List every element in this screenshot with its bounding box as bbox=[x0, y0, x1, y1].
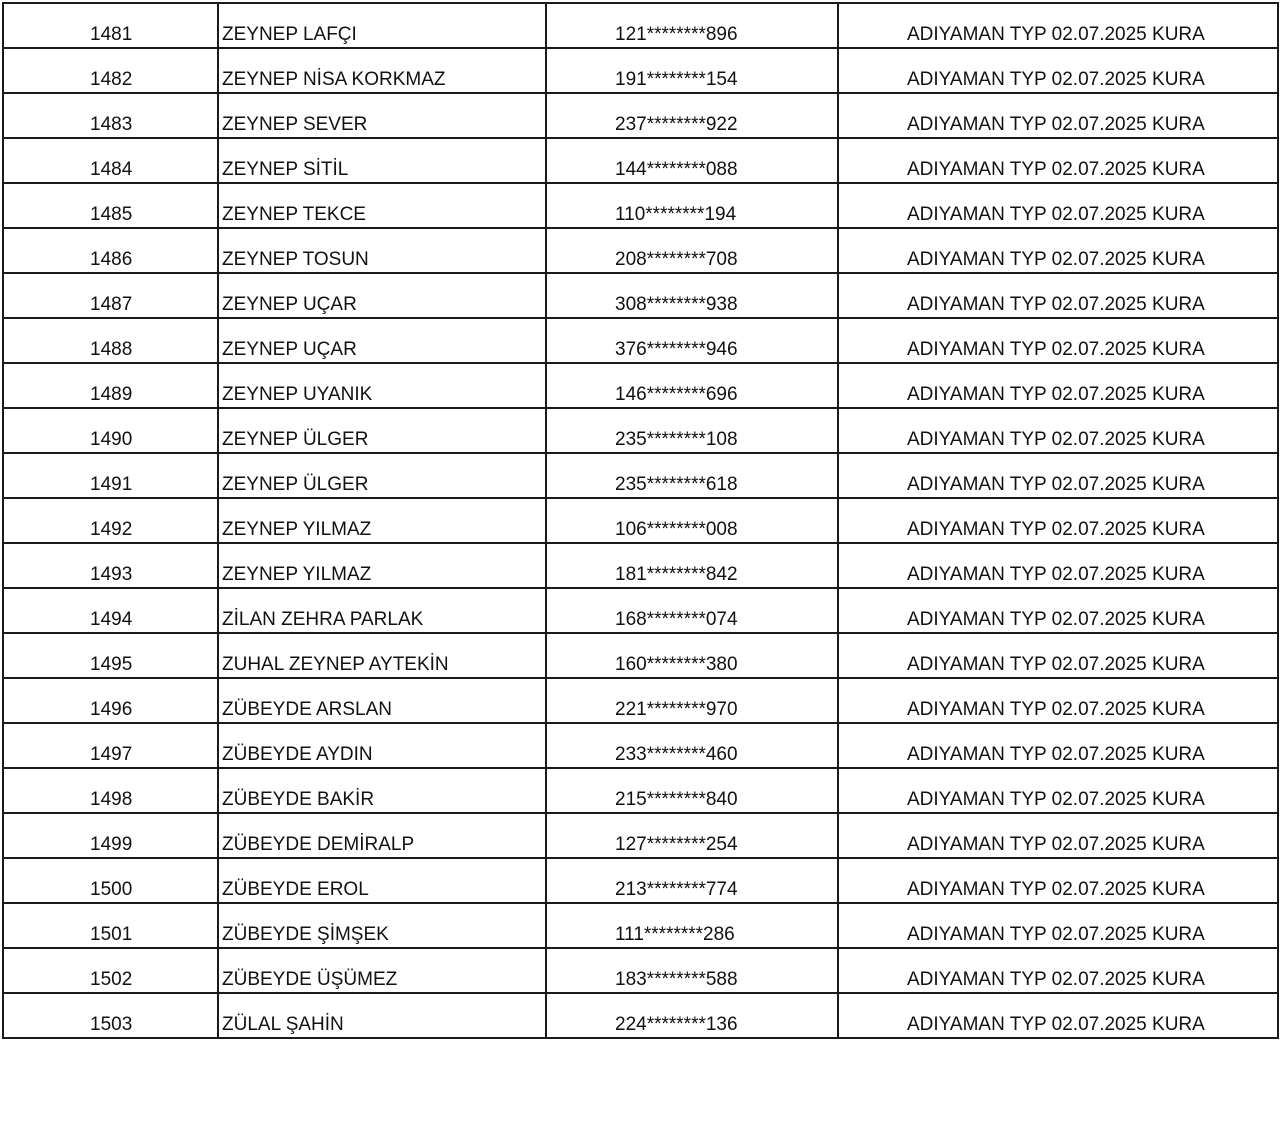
description-cell: ADIYAMAN TYP 02.07.2025 KURA bbox=[838, 903, 1278, 948]
table-row bbox=[3, 453, 1278, 498]
masked-id-cell: 215********840 bbox=[546, 768, 838, 813]
row-number-cell: 1483 bbox=[3, 93, 218, 138]
full-name-cell: ZÜBEYDE AYDIN bbox=[218, 723, 546, 768]
row-number-cell: 1495 bbox=[3, 633, 218, 678]
table-row bbox=[3, 993, 1278, 1038]
full-name-cell: ZEYNEP TOSUN bbox=[218, 228, 546, 273]
row-number-cell: 1497 bbox=[3, 723, 218, 768]
table-row bbox=[3, 543, 1278, 588]
row-number-cell: 1498 bbox=[3, 768, 218, 813]
full-name-cell: ZEYNEP YILMAZ bbox=[218, 543, 546, 588]
full-name-cell: ZEYNEP TEKCE bbox=[218, 183, 546, 228]
description-cell: ADIYAMAN TYP 02.07.2025 KURA bbox=[838, 813, 1278, 858]
full-name-cell: ZEYNEP SİTİL bbox=[218, 138, 546, 183]
table-row bbox=[3, 768, 1278, 813]
masked-id-cell: 146********696 bbox=[546, 363, 838, 408]
full-name-cell: ZEYNEP ÜLGER bbox=[218, 408, 546, 453]
description-cell: ADIYAMAN TYP 02.07.2025 KURA bbox=[838, 678, 1278, 723]
masked-id-cell: 235********618 bbox=[546, 453, 838, 498]
full-name-cell: ZÜBEYDE ÜŞÜMEZ bbox=[218, 948, 546, 993]
full-name-cell: ZEYNEP YILMAZ bbox=[218, 498, 546, 543]
row-number-cell: 1485 bbox=[3, 183, 218, 228]
row-number-cell: 1502 bbox=[3, 948, 218, 993]
full-name-cell: ZEYNEP UÇAR bbox=[218, 273, 546, 318]
table-row bbox=[3, 3, 1278, 48]
full-name-cell: ZUHAL ZEYNEP AYTEKİN bbox=[218, 633, 546, 678]
masked-id-cell: 308********938 bbox=[546, 273, 838, 318]
full-name-cell: ZEYNEP UYANIK bbox=[218, 363, 546, 408]
description-cell: ADIYAMAN TYP 02.07.2025 KURA bbox=[838, 183, 1278, 228]
masked-id-cell: 127********254 bbox=[546, 813, 838, 858]
full-name-cell: ZEYNEP NİSA KORKMAZ bbox=[218, 48, 546, 93]
lottery-results-table bbox=[2, 2, 1279, 1039]
row-number-cell: 1490 bbox=[3, 408, 218, 453]
row-number-cell: 1489 bbox=[3, 363, 218, 408]
masked-id-cell: 191********154 bbox=[546, 48, 838, 93]
table-row bbox=[3, 633, 1278, 678]
row-number-cell: 1494 bbox=[3, 588, 218, 633]
masked-id-cell: 106********008 bbox=[546, 498, 838, 543]
description-cell: ADIYAMAN TYP 02.07.2025 KURA bbox=[838, 138, 1278, 183]
table-row bbox=[3, 48, 1278, 93]
masked-id-cell: 110********194 bbox=[546, 183, 838, 228]
masked-id-cell: 213********774 bbox=[546, 858, 838, 903]
row-number-cell: 1492 bbox=[3, 498, 218, 543]
table-row bbox=[3, 408, 1278, 453]
description-cell: ADIYAMAN TYP 02.07.2025 KURA bbox=[838, 453, 1278, 498]
row-number-cell: 1491 bbox=[3, 453, 218, 498]
table-body bbox=[3, 3, 1278, 1038]
table-row bbox=[3, 498, 1278, 543]
row-number-cell: 1500 bbox=[3, 858, 218, 903]
masked-id-cell: 233********460 bbox=[546, 723, 838, 768]
full-name-cell: ZÜBEYDE DEMİRALP bbox=[218, 813, 546, 858]
description-cell: ADIYAMAN TYP 02.07.2025 KURA bbox=[838, 543, 1278, 588]
masked-id-cell: 181********842 bbox=[546, 543, 838, 588]
table-row bbox=[3, 183, 1278, 228]
table-row bbox=[3, 318, 1278, 363]
row-number-cell: 1488 bbox=[3, 318, 218, 363]
row-number-cell: 1481 bbox=[3, 3, 218, 48]
table-row bbox=[3, 948, 1278, 993]
masked-id-cell: 376********946 bbox=[546, 318, 838, 363]
description-cell: ADIYAMAN TYP 02.07.2025 KURA bbox=[838, 408, 1278, 453]
description-cell: ADIYAMAN TYP 02.07.2025 KURA bbox=[838, 948, 1278, 993]
full-name-cell: ZEYNEP LAFÇI bbox=[218, 3, 546, 48]
table-row bbox=[3, 723, 1278, 768]
row-number-cell: 1503 bbox=[3, 993, 218, 1038]
masked-id-cell: 224********136 bbox=[546, 993, 838, 1038]
table-row bbox=[3, 858, 1278, 903]
description-cell: ADIYAMAN TYP 02.07.2025 KURA bbox=[838, 498, 1278, 543]
table-row bbox=[3, 903, 1278, 948]
description-cell: ADIYAMAN TYP 02.07.2025 KURA bbox=[838, 588, 1278, 633]
full-name-cell: ZÜBEYDE ŞİMŞEK bbox=[218, 903, 546, 948]
masked-id-cell: 144********088 bbox=[546, 138, 838, 183]
masked-id-cell: 208********708 bbox=[546, 228, 838, 273]
masked-id-cell: 160********380 bbox=[546, 633, 838, 678]
masked-id-cell: 183********588 bbox=[546, 948, 838, 993]
full-name-cell: ZÜBEYDE ARSLAN bbox=[218, 678, 546, 723]
table-row bbox=[3, 813, 1278, 858]
row-number-cell: 1493 bbox=[3, 543, 218, 588]
masked-id-cell: 111********286 bbox=[546, 903, 838, 948]
description-cell: ADIYAMAN TYP 02.07.2025 KURA bbox=[838, 48, 1278, 93]
row-number-cell: 1487 bbox=[3, 273, 218, 318]
masked-id-cell: 235********108 bbox=[546, 408, 838, 453]
full-name-cell: ZEYNEP ÜLGER bbox=[218, 453, 546, 498]
description-cell: ADIYAMAN TYP 02.07.2025 KURA bbox=[838, 723, 1278, 768]
row-number-cell: 1484 bbox=[3, 138, 218, 183]
full-name-cell: ZÜBEYDE BAKİR bbox=[218, 768, 546, 813]
table-row bbox=[3, 273, 1278, 318]
description-cell: ADIYAMAN TYP 02.07.2025 KURA bbox=[838, 768, 1278, 813]
row-number-cell: 1482 bbox=[3, 48, 218, 93]
table-row bbox=[3, 138, 1278, 183]
table-row bbox=[3, 363, 1278, 408]
description-cell: ADIYAMAN TYP 02.07.2025 KURA bbox=[838, 228, 1278, 273]
row-number-cell: 1486 bbox=[3, 228, 218, 273]
table-row bbox=[3, 93, 1278, 138]
description-cell: ADIYAMAN TYP 02.07.2025 KURA bbox=[838, 3, 1278, 48]
description-cell: ADIYAMAN TYP 02.07.2025 KURA bbox=[838, 363, 1278, 408]
description-cell: ADIYAMAN TYP 02.07.2025 KURA bbox=[838, 633, 1278, 678]
full-name-cell: ZEYNEP SEVER bbox=[218, 93, 546, 138]
row-number-cell: 1496 bbox=[3, 678, 218, 723]
masked-id-cell: 121********896 bbox=[546, 3, 838, 48]
description-cell: ADIYAMAN TYP 02.07.2025 KURA bbox=[838, 273, 1278, 318]
row-number-cell: 1499 bbox=[3, 813, 218, 858]
description-cell: ADIYAMAN TYP 02.07.2025 KURA bbox=[838, 993, 1278, 1038]
full-name-cell: ZÜLAL ŞAHİN bbox=[218, 993, 546, 1038]
masked-id-cell: 168********074 bbox=[546, 588, 838, 633]
description-cell: ADIYAMAN TYP 02.07.2025 KURA bbox=[838, 318, 1278, 363]
description-cell: ADIYAMAN TYP 02.07.2025 KURA bbox=[838, 93, 1278, 138]
full-name-cell: ZEYNEP UÇAR bbox=[218, 318, 546, 363]
table-row bbox=[3, 678, 1278, 723]
table-row bbox=[3, 588, 1278, 633]
description-cell: ADIYAMAN TYP 02.07.2025 KURA bbox=[838, 858, 1278, 903]
row-number-cell: 1501 bbox=[3, 903, 218, 948]
full-name-cell: ZÜBEYDE EROL bbox=[218, 858, 546, 903]
masked-id-cell: 221********970 bbox=[546, 678, 838, 723]
masked-id-cell: 237********922 bbox=[546, 93, 838, 138]
full-name-cell: ZİLAN ZEHRA PARLAK bbox=[218, 588, 546, 633]
table-row bbox=[3, 228, 1278, 273]
